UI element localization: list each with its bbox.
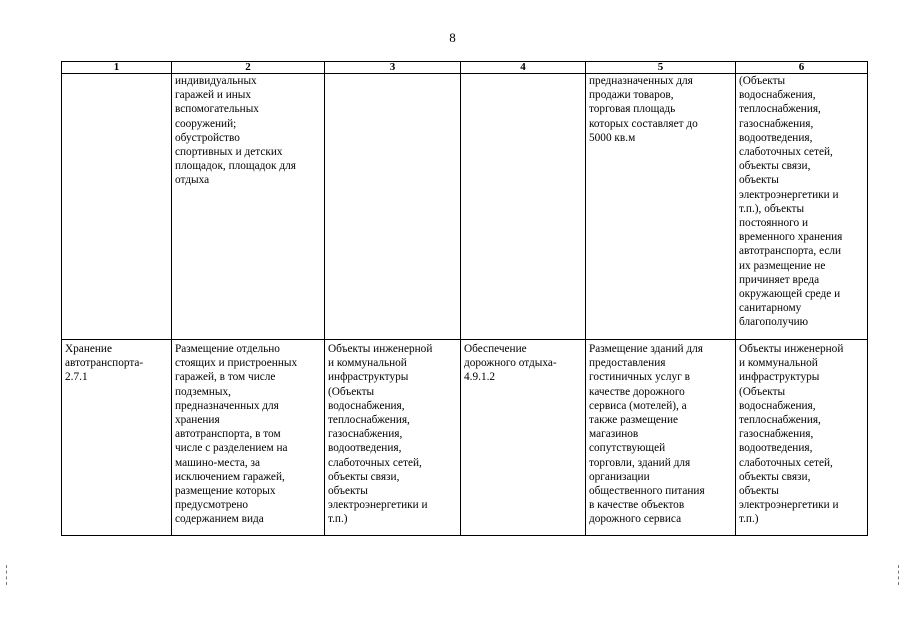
column-header: 2 — [172, 62, 325, 74]
column-header: 6 — [736, 62, 868, 74]
table-cell: Объекты инженерной и коммунальной инфраструктуры (Объекты водоснабжения, теплоснабжения, газоснабжения, водоотведения, слаботочных сетей, объекты связи, объекты электроэнергетики и т.п.) — [736, 340, 868, 536]
table-cell — [62, 74, 172, 340]
column-header: 3 — [325, 62, 461, 74]
scan-edge-mark-right — [898, 565, 900, 585]
table-cell: Хранение автотранспорта- 2.7.1 — [62, 340, 172, 536]
scan-edge-mark-left — [6, 565, 8, 585]
column-header: 1 — [62, 62, 172, 74]
table-row — [62, 340, 868, 536]
table-cell: Обеспечение дорожного отдыха- 4.9.1.2 — [461, 340, 586, 536]
table-header-row — [62, 62, 868, 74]
column-header: 5 — [586, 62, 736, 74]
table-row — [62, 74, 868, 340]
table-cell: Размещение отдельно стоящих и пристроенных гаражей, в том числе подземных, предназначенных для хранения автотранспорта, в том числе с разделением на машино-места, за исключением гаражей, размещение которых предусмотрено содержанием вида — [172, 340, 325, 536]
page-number: 8 — [449, 30, 456, 45]
table-cell: Размещение зданий для предоставления гостиничных услуг в качестве дорожного сервиса (мотелей), а также размещение магазинов сопутствующей торговли, зданий для организации общественного питания в качестве объектов дорожного сервиса — [586, 340, 736, 536]
table-cell: Объекты инженерной и коммунальной инфраструктуры (Объекты водоснабжения, теплоснабжения, газоснабжения, водоотведения, слаботочных сетей, объекты связи, объекты электроэнергетики и т.п.) — [325, 340, 461, 536]
table-cell — [461, 74, 586, 340]
table-cell: индивидуальных гаражей и иных вспомогательных сооружений; обустройство спортивных и детских площадок, площадок для отдыха — [172, 74, 325, 340]
table-cell: предназначенных для продажи товаров, торговая площадь которых составляет до 5000 кв.м — [586, 74, 736, 340]
table-cell: (Объекты водоснабжения, теплоснабжения, газоснабжения, водоотведения, слаботочных сетей, объекты связи, объекты электроэнергетики и т.п.), объекты постоянного и временного хранения автотранспорта, если их размещение не причиняет вреда окружающей среде и санитарному благополучию — [736, 74, 868, 340]
column-header: 4 — [461, 62, 586, 74]
table-cell — [325, 74, 461, 340]
zoning-table — [61, 61, 868, 536]
